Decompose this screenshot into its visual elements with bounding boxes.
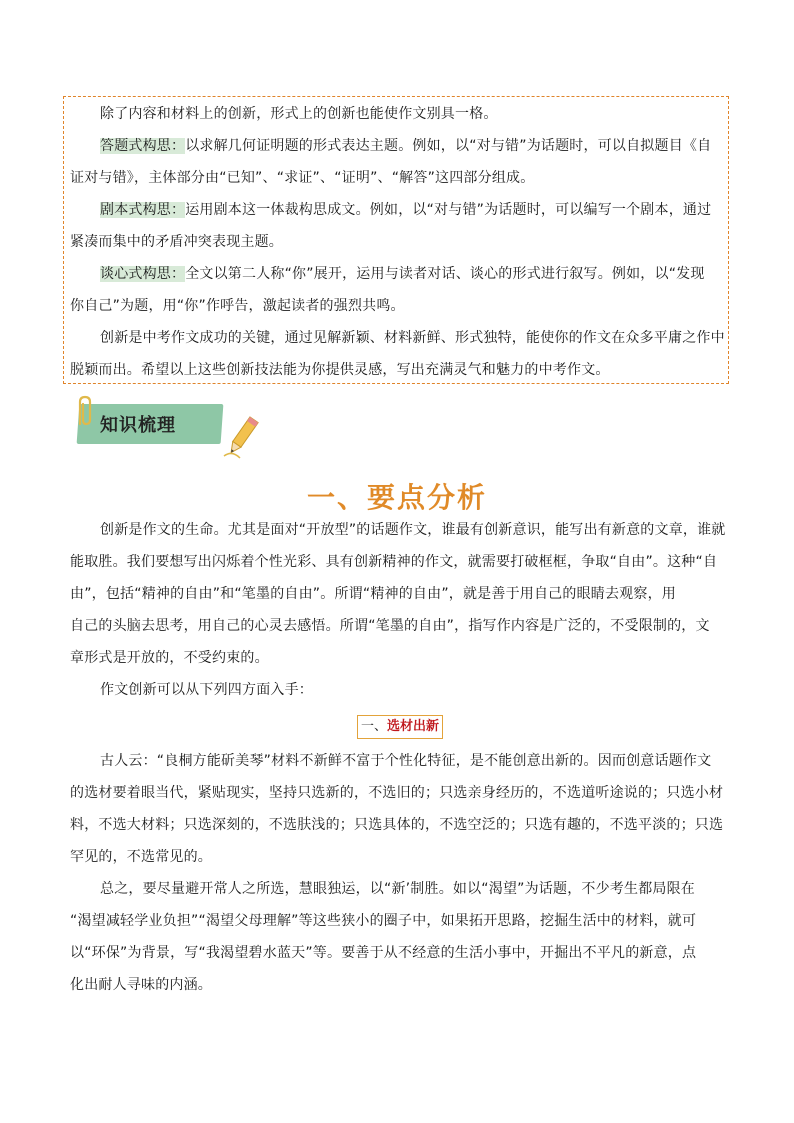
para3-line1: 古人云：“良桐方能斫美琴”材料不新鲜不富于个性化特征，是不能创意出新的。因而创意话题作文 (100, 753, 712, 769)
para4-line3: 以“环保”为背景，写“我渴望碧水蓝天”等。要善于从不经意的生活小事中，开掘出不平凡的新意，点 (70, 945, 697, 961)
section-tab (72, 396, 262, 462)
box-conclusion-line-1: 创新是中考作文成功的关键，通过见解新颖、材料新鲜、形式独特，能使你的作文在众多平庸之作中 (100, 330, 725, 346)
para1-line2: 能取胜。我们要想写出闪烁着个性光彩、具有创新精神的作文，就需要打破框框，争取“自由”。这种“自 (70, 554, 718, 570)
page-title: 一、要点分析 (306, 481, 487, 514)
pencil-icon (222, 414, 262, 460)
item-label-script: 剧本式构思： (100, 202, 186, 218)
subheading-title: 选材出新 (387, 719, 440, 734)
para3-line3: 料，不选大材料；只选深刻的，不选肤浅的；只选具体的，不选空泛的；只选有趣的，不选平淡的；只选 (70, 817, 724, 833)
subheading-badge (357, 715, 443, 739)
para1-line1: 创新是作文的生命。尤其是面对“开放型”的话题作文，谁最有创新意识，能写出有新意的文章，谁就 (100, 522, 726, 538)
box-item-3-line-1 (100, 264, 720, 284)
box-item-1-line-1 (100, 136, 720, 156)
box-conclusion-line-2: 脱颖而出。希望以上这些创新技法能为你提供灵感，写出充满灵气和魅力的中考作文。 (70, 362, 610, 378)
item-label-answer: 答题式构思： (100, 138, 186, 154)
para3-line2: 的选材要着眼当代，紧贴现实，坚持只选新的，不选旧的；只选亲身经历的，不选道听途说的；只选小材 (70, 785, 724, 801)
box-item-1-line-2: 证对与错》，主体部分由“已知”、“求证”、“证明”、“解答”这四部分组成。 (70, 170, 535, 186)
item-label-talk: 谈心式构思： (100, 266, 186, 282)
para4-line4: 化出耐人寻味的内涵。 (70, 977, 212, 993)
item-text: 全文以第二人称“你”展开，运用与读者对话、谈心的形式进行叙写。例如，以“发现 (185, 266, 705, 282)
item-text: 运用剧本这一体裁构思成文。例如，以“对与错”为话题时，可以编写一个剧本，通过 (185, 202, 712, 218)
box-intro: 除了内容和材料上的创新，形式上的创新也能使作文别具一格。 (100, 106, 498, 122)
box-item-2-line-2: 紧凑而集中的矛盾冲突表现主题。 (70, 234, 283, 250)
para1-line5: 章形式是开放的，不受约束的。 (70, 650, 269, 666)
box-item-2-line-1 (100, 200, 720, 220)
item-text: 以求解几何证明题的形式表达主题。例如，以“对与错”为话题时，可以自拟题目《自 (185, 138, 712, 154)
para1-line3: 由”，包括“精神的自由”和“笔墨的自由”。所谓“精神的自由”，就是善于用自己的眼睛去观察，用 (70, 586, 676, 602)
box-item-3-line-2: 你自己”为题，用“你”作呼告，激起读者的强烈共鸣。 (70, 298, 405, 314)
paperclip-icon (72, 394, 98, 428)
section-tab-title: 知识梳理 (100, 415, 176, 436)
para1-line4: 自己的头脑去思考，用自己的心灵去感悟。所谓“笔墨的自由”，指写作内容是广泛的，不受限制的，文 (70, 618, 710, 634)
para3-line4: 罕见的，不选常见的。 (70, 849, 212, 865)
subheading-prefix: 一、 (360, 719, 387, 734)
para4-line2: “渴望减轻学业负担”“渴望父母理解”等这些狭小的圈子中，如果拓开思路，挖掘生活中的材料，就可 (70, 913, 697, 929)
para2: 作文创新可以从下列四方面入手： (100, 682, 313, 698)
para4-line1: 总之，要尽量避开常人之所选，慧眼独运，以“新’制胜。如以“渴望”为话题，不少考生都局限在 (100, 881, 696, 897)
